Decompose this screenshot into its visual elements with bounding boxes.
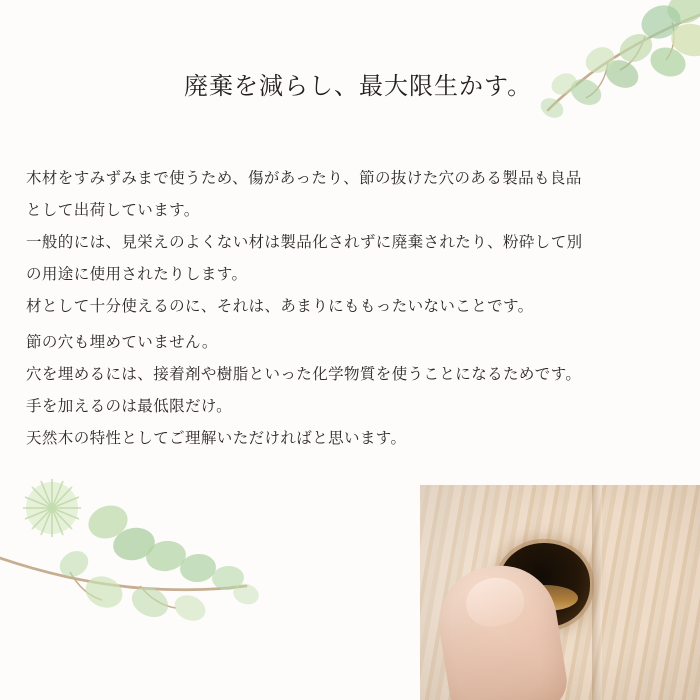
body-line: として出荷しています。 — [26, 201, 200, 219]
body-line: 手を加えるのは最低限だけ。 — [26, 397, 233, 415]
body-line: 材として十分使えるのに、それは、あまりにももったいないことです。 — [26, 297, 534, 315]
body-paragraph-first — [26, 163, 686, 323]
body-line: 天然木の特性としてご理解いただければと思います。 — [26, 429, 407, 447]
wood-knot-photo — [420, 485, 700, 700]
body-line: 木材をすみずみまで使うため、傷があったり、節の抜けた穴のある製品も良品 — [26, 170, 582, 187]
body-paragraph-second — [26, 327, 686, 455]
body-line: 節の穴も埋めていません。 — [26, 334, 218, 351]
body-line: 一般的には、見栄えのよくない材は製品化されずに廃棄されたり、粉砕して別 — [26, 233, 583, 251]
body-line: 穴を埋めるには、接着剤や樹脂といった化学物質を使うことになるためです。 — [26, 365, 582, 383]
page-title: 廃棄を減らし、最大限生かす。 — [184, 73, 533, 100]
body-line: の用途に使用されたりします。 — [26, 265, 248, 283]
eucalyptus-branch-bottom-icon — [0, 460, 300, 660]
photo-vignette — [420, 485, 700, 700]
